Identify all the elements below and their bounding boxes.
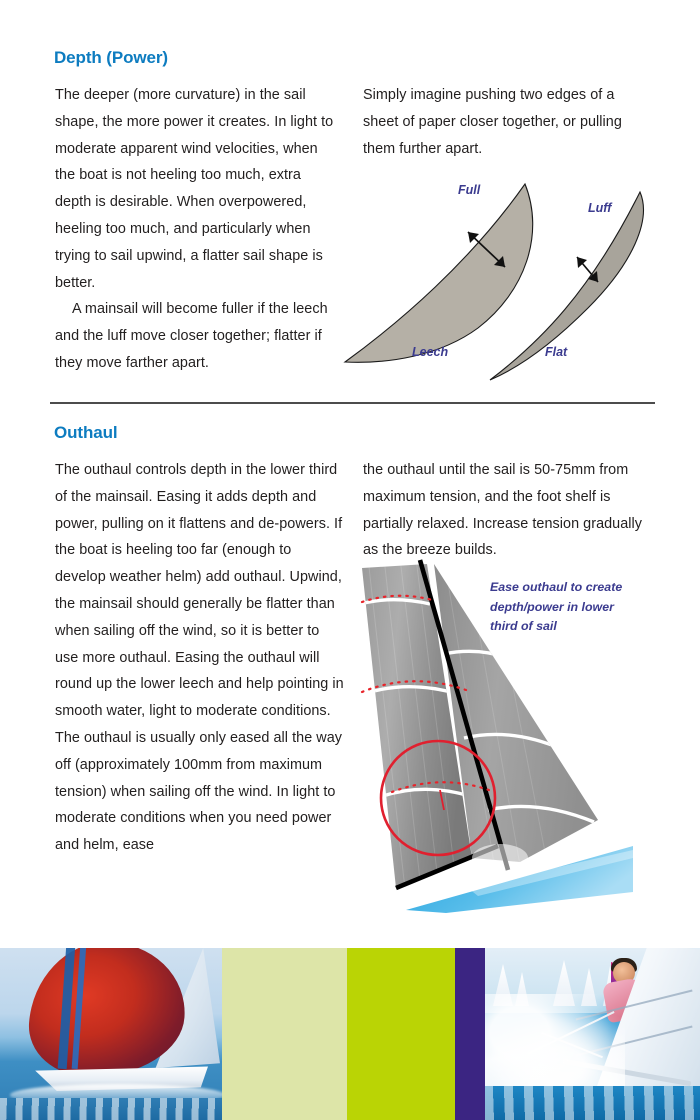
mainsail-figure-caption <box>490 578 650 637</box>
sea-foam <box>485 1086 700 1120</box>
depth-body-right-column <box>363 82 653 162</box>
section-heading-outhaul: Outhaul <box>54 423 118 442</box>
outhaul-body-left-column <box>55 457 345 859</box>
caption-line: Ease outhaul to create <box>490 580 623 594</box>
caption-line: third of sail <box>490 619 557 633</box>
paragraph: The deeper (more curvature) in the sail shape, the more power it creates. In light to moderate apparent wind velocities, when the boat is not heeling too much, extra depth is desirable. When overpowered, heeling too much, and particularly when trying to sail upwind, a flatter sail shape is better. <box>55 87 334 291</box>
bottom-photo-strip <box>0 948 700 1120</box>
full-sail-shape <box>345 184 533 362</box>
label-flat: Flat <box>545 345 568 359</box>
paragraph: The outhaul controls depth in the lower third of the mainsail. Easing it adds depth and power, pulling on it flattens and de-powers. If the boat is heeling too far (enough to develop weather helm) add outhaul. Upwind, the mainsail should generally be flatter than when sailing off the wind, so it is better to use more outhaul. Easing the outhaul will round up the lower leech and help pointing in smooth water, light to moderate conditions. The outhaul is usually only eased all the way off (approximately 100mm from maximum tension) when sailing off the wind. In light to moderate conditions when you need power and helm, ease <box>55 462 344 854</box>
paragraph: A mainsail will become fuller if the leech and the luff move closer together; flatter if they move farther apart. <box>55 301 328 371</box>
section-heading-depth: Depth (Power) <box>54 48 168 67</box>
label-full: Full <box>458 183 481 197</box>
label-luff: Luff <box>588 201 612 215</box>
label-leech: Leech <box>412 345 449 359</box>
photo-red-spinnaker-yacht <box>0 948 222 1120</box>
sea-foam <box>0 1098 222 1120</box>
paragraph: the outhaul until the sail is 50-75mm from maximum tension, and the foot shelf is partially relaxed. Increase tension gradually as the breeze builds. <box>363 462 643 559</box>
outhaul-body-right-column <box>363 457 653 564</box>
pale-green-block <box>222 948 347 1120</box>
caption-line: depth/power in lower <box>490 599 614 614</box>
depth-body-left-column <box>55 82 340 377</box>
mast-base-spray <box>472 844 528 872</box>
paragraph: Simply imagine pushing two edges of a sheet of paper closer together, or pulling them further apart. <box>363 87 622 157</box>
section-divider <box>50 402 655 404</box>
photo-dinghy-sailor <box>485 948 700 1120</box>
figure-sail-cross-sections <box>340 172 675 387</box>
purple-block <box>455 948 485 1120</box>
lime-green-block <box>347 948 455 1120</box>
